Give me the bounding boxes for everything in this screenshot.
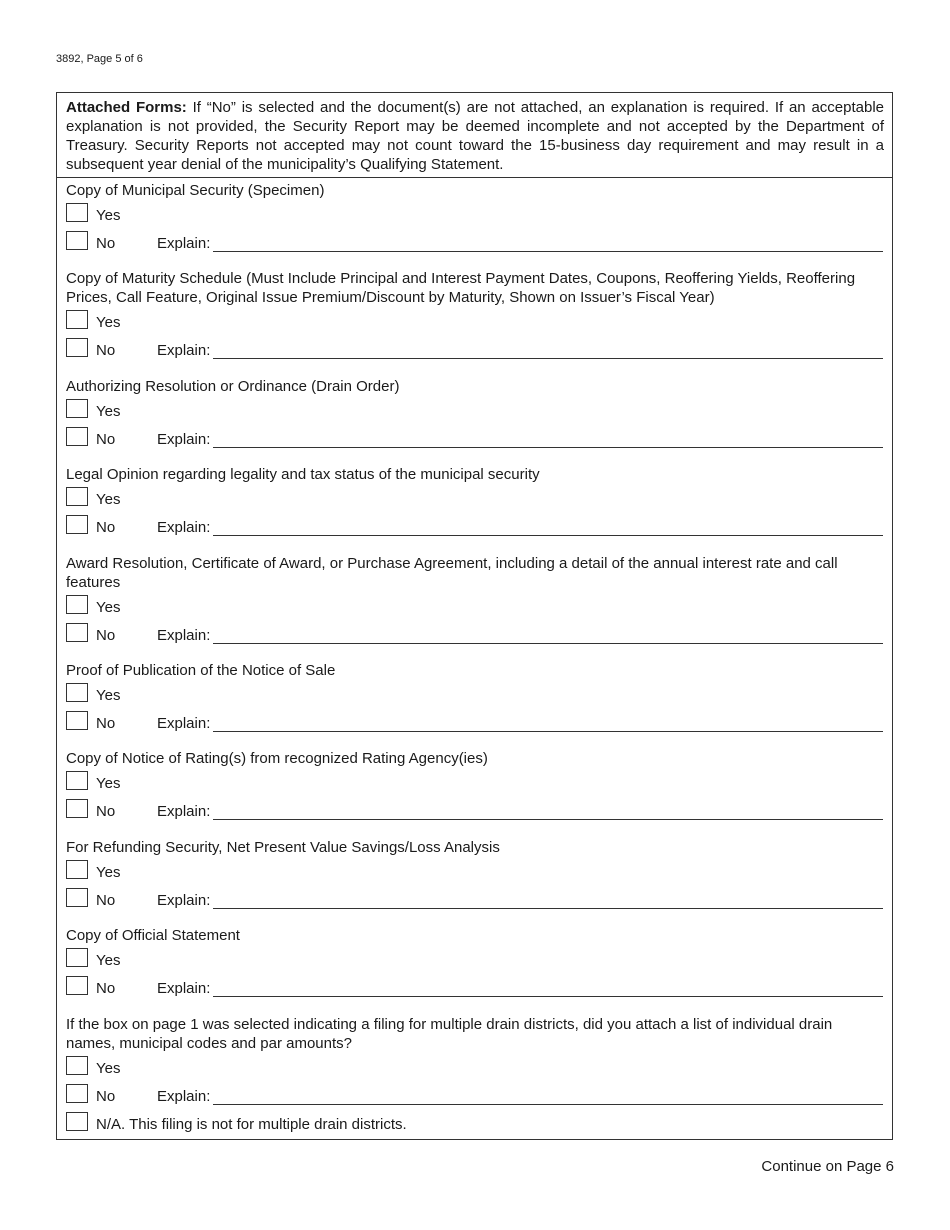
no-row [66,620,883,648]
no-checkbox[interactable] [66,338,88,357]
no-row [66,885,883,913]
explain-label: Explain: [157,431,211,448]
no-row [66,335,883,363]
question-legal-opinion [66,465,883,540]
question-proof-of-publication [66,661,883,736]
explain-label: Explain: [157,519,211,536]
question-refunding-analysis [66,838,883,913]
no-row [66,1081,883,1109]
no-checkbox[interactable] [66,231,88,250]
yes-label: Yes [96,491,121,508]
yes-checkbox[interactable] [66,771,88,790]
no-checkbox[interactable] [66,976,88,995]
explain-field[interactable] [213,446,883,448]
explain-field[interactable] [213,250,883,252]
explain-field[interactable] [213,818,883,820]
yes-label: Yes [96,1060,121,1077]
yes-checkbox[interactable] [66,310,88,329]
question-title: Award Resolution, Certificate of Award, or Purchase Agreement, including a detail of the annual interest rate and call features [66,555,838,591]
explain-label: Explain: [157,715,211,732]
explain-label: Explain: [157,892,211,909]
yes-checkbox[interactable] [66,683,88,702]
question-authorizing-resolution [66,377,883,452]
no-checkbox[interactable] [66,711,88,730]
yes-row [66,200,883,228]
question-title: For Refunding Security, Net Present Value Savings/Loss Analysis [66,839,500,856]
yes-row [66,680,883,708]
question-official-statement [66,926,883,1001]
yes-row [66,1053,883,1081]
question-title: Copy of Maturity Schedule (Must Include Principal and Interest Payment Dates, Coupons, Reoffering Yields, Reoffering Prices, Call Feature, Original Issue Premium/Discount by Maturity, Shown on Issuer’s Fiscal Year) [66,270,856,306]
intro-heading: Attached Forms: [66,99,187,116]
no-label: No [96,519,116,536]
yes-row [66,484,883,512]
no-row [66,708,883,736]
question-multiple-drain-districts [66,1015,883,1137]
yes-row [66,396,883,424]
yes-checkbox[interactable] [66,203,88,222]
yes-label: Yes [96,314,121,331]
explain-label: Explain: [157,627,211,644]
yes-checkbox[interactable] [66,860,88,879]
no-label: No [96,235,116,252]
no-label: No [96,627,116,644]
no-checkbox[interactable] [66,515,88,534]
no-row [66,796,883,824]
no-row [66,973,883,1001]
question-notice-of-ratings [66,749,883,824]
yes-label: Yes [96,599,121,616]
no-label: No [96,980,116,997]
yes-row [66,945,883,973]
yes-label: Yes [96,952,121,969]
yes-checkbox[interactable] [66,948,88,967]
explain-label: Explain: [157,980,211,997]
no-row [66,424,883,452]
intro-text: If “No” is selected and the document(s) are not attached, an explanation is required. If an acceptable explanation is not provided, the Security Report may be deemed incomplete and not accepted by the Department of Treasury. Security Reports not accepted may not count toward the 15-business day requirement and may result in a subsequent year denial of the municipality’s Qualifying Statement. [66,99,884,173]
no-checkbox[interactable] [66,427,88,446]
no-label: No [96,892,116,909]
attached-forms-intro [57,93,892,178]
question-municipal-security [66,181,883,256]
no-label: No [96,803,116,820]
no-row [66,512,883,540]
na-checkbox[interactable] [66,1112,88,1131]
no-checkbox[interactable] [66,623,88,642]
question-title: Copy of Notice of Rating(s) from recognized Rating Agency(ies) [66,750,488,767]
continue-note: Continue on Page 6 [761,1158,894,1175]
question-award-resolution [66,554,883,648]
na-label: N/A. This filing is not for multiple drain districts. [96,1116,407,1133]
no-label: No [96,431,116,448]
question-title: Legal Opinion regarding legality and tax status of the municipal security [66,466,540,483]
explain-field[interactable] [213,995,883,997]
explain-field[interactable] [213,1103,883,1105]
form-page-label: 3892, Page 5 of 6 [56,53,143,65]
explain-label: Explain: [157,1088,211,1105]
no-label: No [96,342,116,359]
na-row [66,1109,883,1137]
explain-field[interactable] [213,907,883,909]
explain-label: Explain: [157,235,211,252]
question-title: If the box on page 1 was selected indicating a filing for multiple drain districts, did you attach a list of individual drain names, municipal codes and par amounts? [66,1016,833,1052]
no-row [66,228,883,256]
question-maturity-schedule [66,269,883,363]
no-checkbox[interactable] [66,799,88,818]
yes-label: Yes [96,775,121,792]
question-title: Proof of Publication of the Notice of Sale [66,662,336,679]
no-label: No [96,715,116,732]
no-label: No [96,1088,116,1105]
yes-label: Yes [96,207,121,224]
explain-label: Explain: [157,803,211,820]
yes-row [66,857,883,885]
yes-row [66,592,883,620]
yes-label: Yes [96,403,121,420]
yes-label: Yes [96,864,121,881]
attached-forms-box [56,92,893,1140]
question-title: Copy of Official Statement [66,927,240,944]
yes-checkbox[interactable] [66,399,88,418]
yes-checkbox[interactable] [66,595,88,614]
question-title: Authorizing Resolution or Ordinance (Drain Order) [66,378,400,395]
explain-field[interactable] [213,642,883,644]
question-title: Copy of Municipal Security (Specimen) [66,182,325,199]
yes-row [66,768,883,796]
yes-checkbox[interactable] [66,487,88,506]
yes-row [66,307,883,335]
no-checkbox[interactable] [66,888,88,907]
explain-field[interactable] [213,730,883,732]
no-checkbox[interactable] [66,1084,88,1103]
explain-field[interactable] [213,534,883,536]
yes-checkbox[interactable] [66,1056,88,1075]
explain-label: Explain: [157,342,211,359]
yes-label: Yes [96,687,121,704]
explain-field[interactable] [213,357,883,359]
